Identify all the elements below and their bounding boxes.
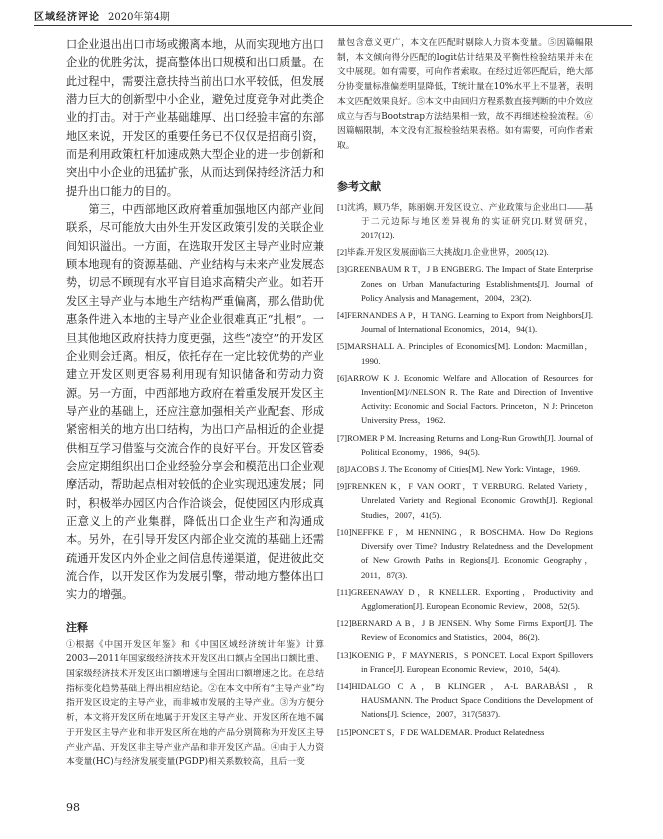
reference-item: [12]BERNARD A B，J B JENSEN. Why Some Firms Export[J]. The Review of Economics and Statistics，2004，86(2). xyxy=(337,618,593,643)
running-header xyxy=(34,8,634,24)
journal-title: 区域经济评论 xyxy=(34,12,100,23)
notes-heading: 注释 xyxy=(66,620,88,634)
reference-item: [13]KOENIG P，F MAYNERIS，S PONCET. Local Export Spillovers in France[J]. European Economic Review，2010，54(4). xyxy=(337,649,593,674)
reference-item: [10]NEFFKE F，M HENNING，R BOSCHMA. How Do Regions Diversify over Time? Industry Relatedness and the Development of New Growth Paths in Regions[J]. Economic Geography，2011，87(3). xyxy=(337,526,593,580)
header-rule xyxy=(34,25,632,26)
reference-item: [11]GREENAWAY D，R KNELLER. Exporting，Productivity and Agglomeration[J]. European Economic Review，2008，52(5). xyxy=(337,586,593,611)
reference-item: [1]沈鸿，顾乃华，陈丽娴.开发区设立、产业政策与企业出口——基于二元边际与地区差异视角的实证研究[J].财贸研究，2017(12). xyxy=(337,201,593,241)
reference-item: [8]JACOBS J. The Economy of Cities[M]. New York: Vintage，1969. xyxy=(337,464,581,475)
reference-item: [3]GREENBAUM R T，J B ENGBERG. The Impact of State Enterprise Zones on Urban Manufacturing Establishments[J]. Journal of Policy Analysis and Management，2004，23(2). xyxy=(337,264,593,303)
reference-list xyxy=(337,200,593,739)
reference-item: [5]MARSHALL A. Principles of Economics[M]. London: Macmillan，1990. xyxy=(337,341,593,366)
page-number: 98 xyxy=(66,801,80,814)
body-paragraph: 口企业退出出口市场或搬离本地，从而实现地方出口企业的优胜劣汰，提高整体出口规模和出口质量。在此过程中，需要注意扶持当前出口水平较低，但发展潜力巨大的创新型中小企业，避免过度竞争对此类企业的打击。对于产业基础雄厚、出口经验丰富的东部地区来说，开发区的重要任务已不仅仅是招商引资，而是利用政策杠杆加速成熟大型企业的进一步创新和突出中小企业的迅猛扩张，从而达到保持经济活力和提升出口能力的目的。 xyxy=(66,38,324,198)
reference-item: [2]毕森.开发区发展面临三大挑战[J].企业世界，2005(12). xyxy=(337,247,549,258)
body-paragraph: 第三，中西部地区政府着重加强地区内部产业间联系，尽可能放大由外生开发区政策引发的关联企业间知识溢出。一方面，在选取开发区主导产业时应兼顾本地现有的资源基础、产业结构与未来产业发展态势，切忌不顾现有水平盲目追求高精尖产业。如若开发区主导产业与本地生产结构严重偏离，那么借助优惠条件进入本地的主导产业企业很难真正“扎根”。一旦其他地区政府扶持力度更强，这些“凌空”的开发区企业则会迁离。相反，依托存在一定比较优势的产业建立开发区则更容易利用现有知识储备和劳动力资源。另一方面，中西部地方政府在着重发展开发区主导产业的基础上，还应注意加强相关产业配套、形成紧密相关的地方出口结构，为出口产品相近的企业提供相互学习借鉴与交流合作的良好平台。开发区管委会应定期组织出口企业经验分享会和模范出口企业观摩活动，帮助起点相对较低的企业实现迅速发展；同时，积极举办园区内合作洽谈会，促使园区内形成真正意义上的产业集群，降低出口企业生产和沟通成本。另外，在引导开发区内部企业交流的基础上还需疏通开发区内外企业之间信息传递渠道，促进彼此交流合作，以开发区作为发展引擎，带动地方整体出口实力的增强。 xyxy=(66,203,324,602)
left-column xyxy=(66,36,324,770)
notes-continued: 量包含意义更广，本文在匹配时剔除人力资本变量。⑤因篇幅限制，本文倾向得分匹配的logit估计结果及平衡性检验结果并未在文中展现。如有需要，可向作者索取。在经过近邻匹配后，绝大部分协变量标准偏差明显降低，T统计量在10%水平上不显著，表明本文匹配效果良好。⑤本文中由回归方程系数直接判断的中介效应成立与否与Bootstrap方法结果相一致，故不再细述检验流程。⑥因篇幅限制，本文没有汇报检验结果表格。如有需要，可向作者索取。 xyxy=(337,38,593,151)
reference-item: [15]PONCET S，F DE WALDEMAR. Product Relatedness xyxy=(337,726,545,737)
reference-item: [4]FERNANDES A P，H TANG. Learning to Export from Neighbors[J]. Journal of International Economics，2014，94(1). xyxy=(337,310,593,335)
reference-item: [9]FRENKEN K，F VAN OORT，T VERBURG. Related Variety，Unrelated Variety and Regional Economic Growth[J]. Regional Studies，2007，41(5). xyxy=(337,481,593,520)
notes-text: ①根据《中国开发区年鉴》和《中国区域经济统计年鉴》计算2003—2011年国家级经济技术开发区出口额占全国出口额比重、国家级经济技术开发区出口额增速与全国出口额增速之比。在总结指标变化趋势基础上得出相应结论。②在本文中所有“主导产业”均指开发区设定的主导产业，而非城市发展的主导产业。③为方便分析，本文将开发区所在地属于开发区主导产业、开发区所在地不属于开发区主导产业和非开发区所在地的产品分别简称为开发区主导产业产品、开发区非主导产业产品和非开发区产品。④由于人力资本变量(HC)与经济发展变量(PGDP)相关系数较高，且后一变 xyxy=(66,639,324,768)
issue-label: 2020年第4期 xyxy=(108,12,170,23)
reference-item: [6]ARROW K J. Economic Welfare and Allocation of Resources for Invention[M]//NELSON R. The Rate and Direction of Inventive Activity: Economic and Social Factors. Princeton，N J: Princeton University Press，1962. xyxy=(337,372,593,426)
right-column xyxy=(337,36,593,742)
reference-item: [14]HIDALGO C A，B KLINGER，A-L BARABÁSI，R HAUSMANN. The Product Space Conditions the Development of Nations[J]. Science，2007，317(5837). xyxy=(337,680,593,720)
reference-item: [7]ROMER P M. Increasing Returns and Long-Run Growth[J]. Journal of Political Economy，1986，94(5). xyxy=(337,432,593,457)
references-heading: 参考文献 xyxy=(337,179,381,193)
